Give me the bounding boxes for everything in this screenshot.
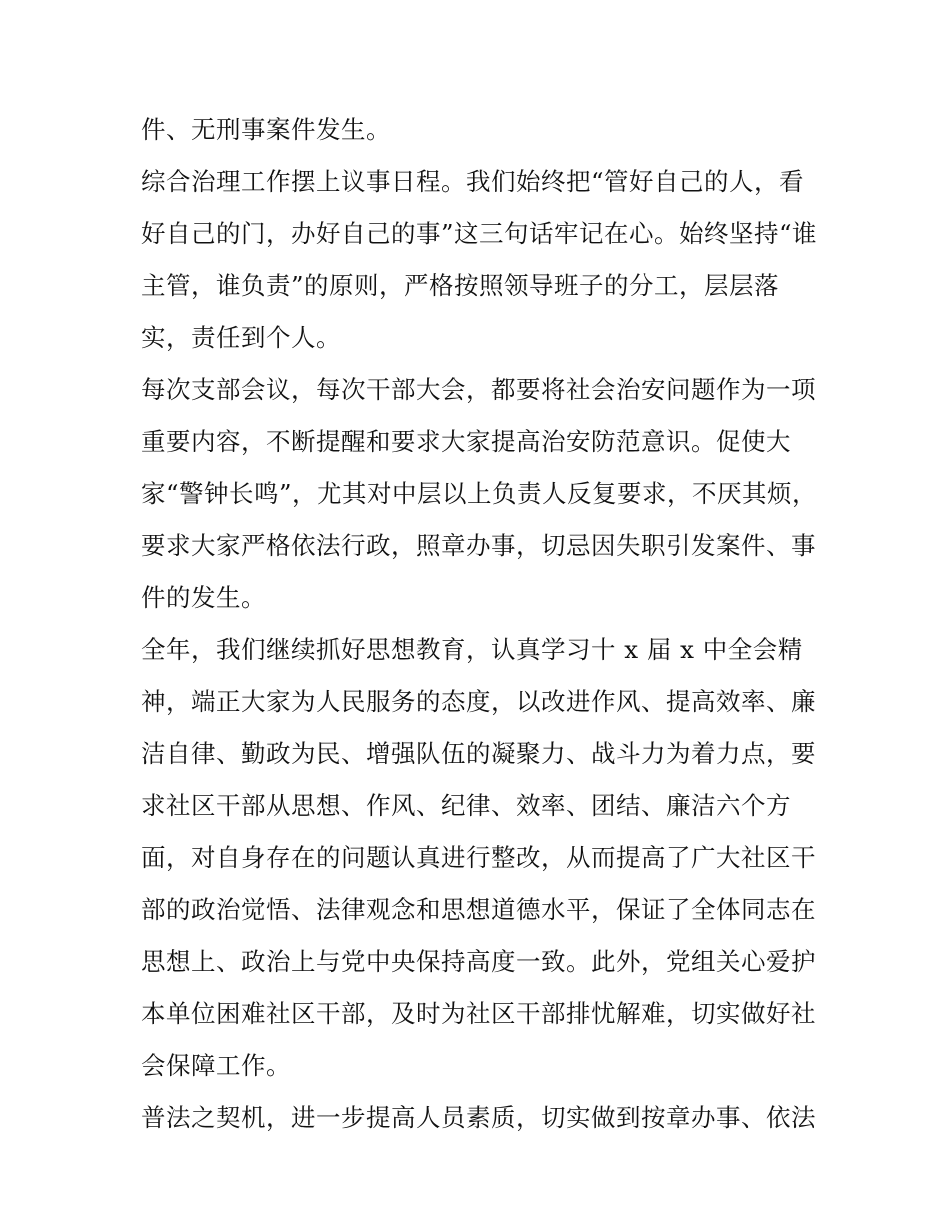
text-line: 件的发生。 xyxy=(141,583,266,612)
text-line: 主管，谁负责”的原则，严格按照领导班子的分工，层层落 xyxy=(141,271,780,300)
text-line: 综合治理工作摆上议事日程。我们始终把“管好自己的人，看 xyxy=(141,167,805,196)
text-line: 洁自律、勤政为民、增强队伍的凝聚力、战斗力为着力点，要 xyxy=(141,739,816,768)
text-line: 每次支部会议，每次干部大会，都要将社会治安问题作为一项 xyxy=(141,375,816,404)
text-line: 神，端正大家为人民服务的态度，以改进作风、提高效率、廉 xyxy=(141,687,816,716)
text-line: 要求大家严格依法行政，照章办事，切忌因失职引发案件、事 xyxy=(141,531,816,560)
text-line: 本单位困难社区干部，及时为社区干部排忧解难，切实做好社 xyxy=(141,999,816,1028)
text-line: 件、无刑事案件发生。 xyxy=(141,115,391,144)
text-line: 求社区干部从思想、作风、纪律、效率、团结、廉洁六个方 xyxy=(141,791,791,820)
text-line: 重要内容，不断提醒和要求大家提高治安防范意识。促使大 xyxy=(141,427,791,456)
text-line: 家“警钟长鸣”，尤其对中层以上负责人反复要求，不厌其烦， xyxy=(141,479,818,508)
text-line: 好自己的门，办好自己的事”这三句话牢记在心。始终坚持“谁 xyxy=(141,219,818,248)
text-line: 会保障工作。 xyxy=(141,1051,291,1080)
text-line: 全年，我们继续抓好思想教育，认真学习十 x 届 x 中全会精 xyxy=(141,635,803,664)
text-line: 实，责任到个人。 xyxy=(141,323,341,352)
text-line: 思想上、政治上与党中央保持高度一致。此外，党组关心爱护 xyxy=(141,947,816,976)
text-line: 面，对自身存在的问题认真进行整改，从而提高了广大社区干 xyxy=(141,843,816,872)
text-line: 普法之契机，进一步提高人员素质，切实做到按章办事、依法 xyxy=(141,1103,816,1132)
text-line: 部的政治觉悟、法律观念和思想道德水平，保证了全体同志在 xyxy=(141,895,816,924)
body-text xyxy=(141,104,821,1144)
